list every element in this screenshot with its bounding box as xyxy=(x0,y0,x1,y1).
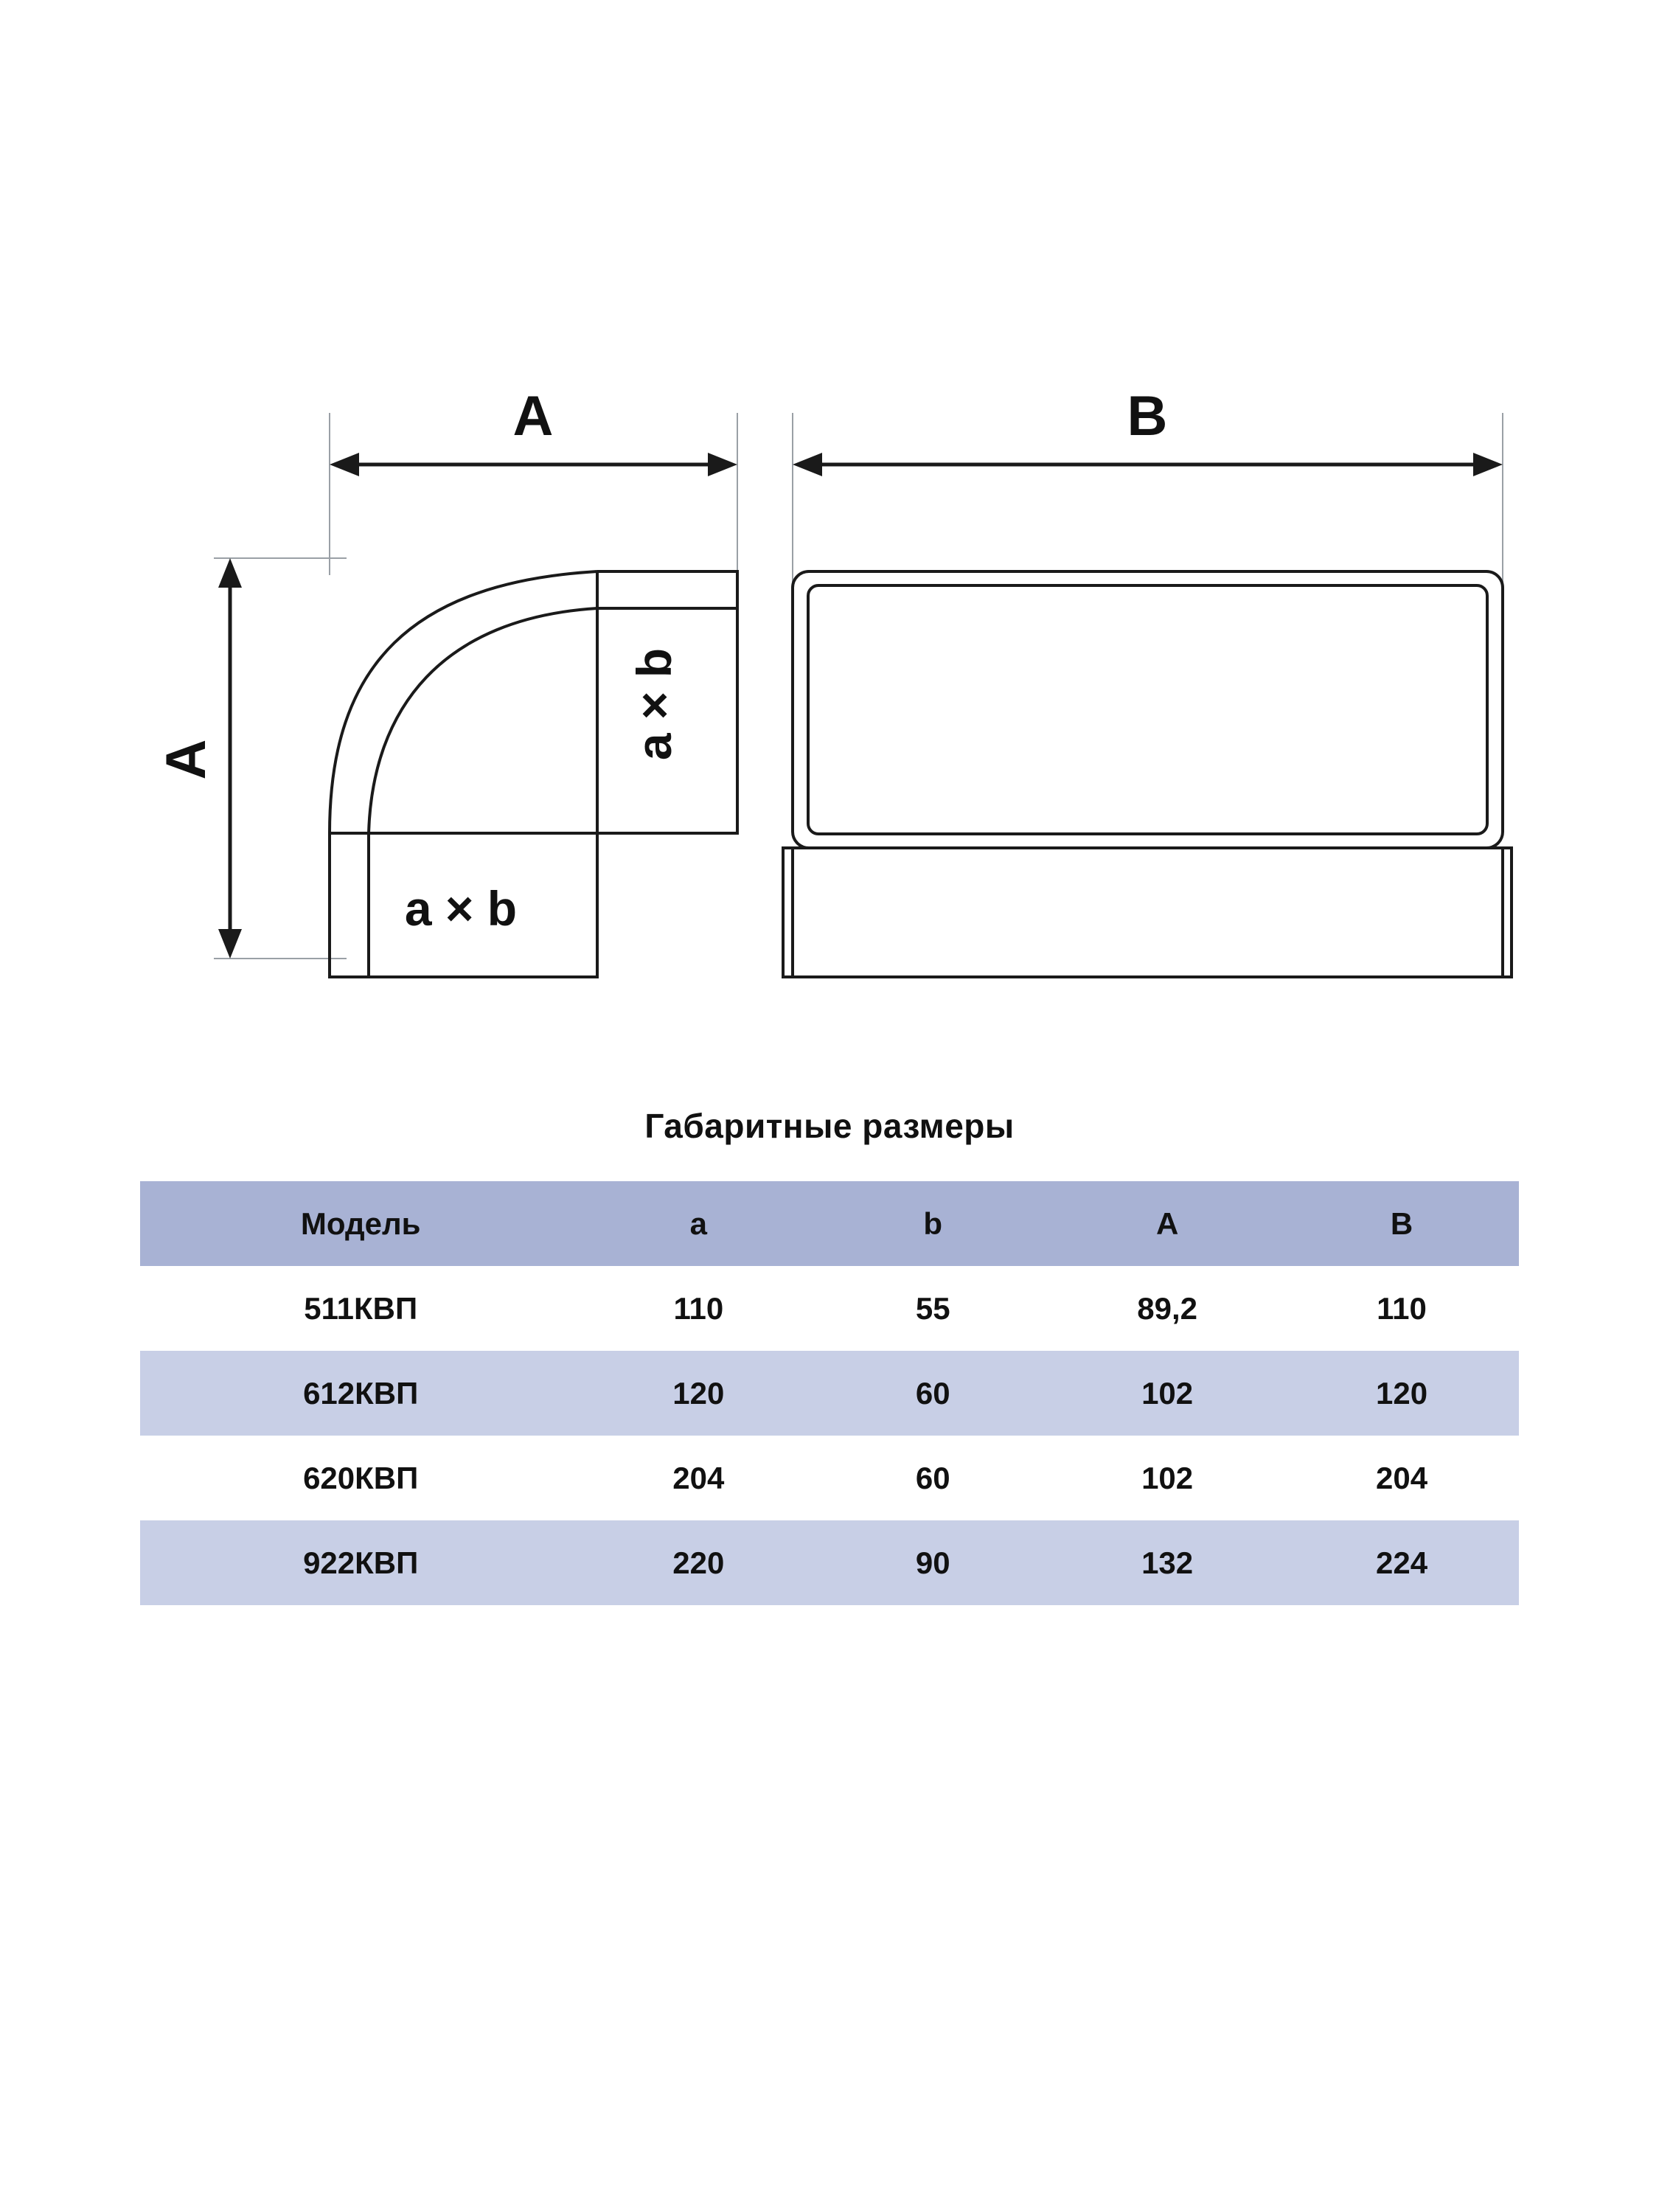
cell-a: 204 xyxy=(672,1460,725,1495)
label-B-top: B xyxy=(1127,385,1168,448)
page-title: Габаритные размеры xyxy=(644,1107,1015,1145)
cell-b: 60 xyxy=(915,1460,950,1495)
column-header-model: Модель xyxy=(300,1206,421,1241)
cell-model: 511КВП xyxy=(304,1290,418,1326)
table-row xyxy=(140,1520,1519,1605)
cell-A: 132 xyxy=(1141,1545,1194,1580)
dimension-arrow-B-top xyxy=(793,453,1503,476)
column-header-A: A xyxy=(1155,1206,1179,1241)
cell-b: 90 xyxy=(915,1545,950,1580)
cell-A: 102 xyxy=(1141,1460,1194,1495)
table-row xyxy=(140,1351,1519,1436)
column-header-B: B xyxy=(1390,1206,1413,1241)
cell-model: 620КВП xyxy=(303,1460,419,1495)
cell-model: 612КВП xyxy=(303,1375,419,1411)
cell-model: 922КВП xyxy=(303,1545,419,1580)
dimension-arrow-A-left xyxy=(218,558,242,959)
cell-a: 110 xyxy=(673,1290,724,1326)
table-row xyxy=(140,1436,1519,1520)
dimensions-table xyxy=(140,1181,1519,1605)
cell-a: 120 xyxy=(672,1375,725,1411)
table-header-row xyxy=(140,1181,1519,1266)
column-header-b: b xyxy=(923,1206,943,1241)
cell-a: 220 xyxy=(672,1545,725,1580)
front-view-outline xyxy=(783,571,1512,977)
dimension-arrow-A-top xyxy=(330,453,737,476)
drawing-svg xyxy=(0,0,1659,1091)
cell-B: 204 xyxy=(1375,1460,1428,1495)
label-a-x-b-horizontal: a × b xyxy=(404,881,518,936)
table-row xyxy=(140,1266,1519,1351)
label-A-top: A xyxy=(512,385,554,448)
label-A-left: A xyxy=(155,739,218,780)
cell-A: 102 xyxy=(1141,1375,1194,1411)
cell-B: 120 xyxy=(1375,1375,1428,1411)
column-header-a: a xyxy=(689,1206,708,1241)
technical-drawing xyxy=(0,0,1659,1091)
label-a-x-b-vertical: a × b xyxy=(627,647,681,761)
elbow-outline xyxy=(330,571,737,977)
cell-b: 60 xyxy=(915,1375,950,1411)
cell-B: 224 xyxy=(1375,1545,1428,1580)
cell-B: 110 xyxy=(1377,1290,1427,1326)
cell-b: 55 xyxy=(915,1290,950,1326)
cell-A: 89,2 xyxy=(1137,1290,1197,1326)
dimensions-section xyxy=(0,1106,1659,1605)
